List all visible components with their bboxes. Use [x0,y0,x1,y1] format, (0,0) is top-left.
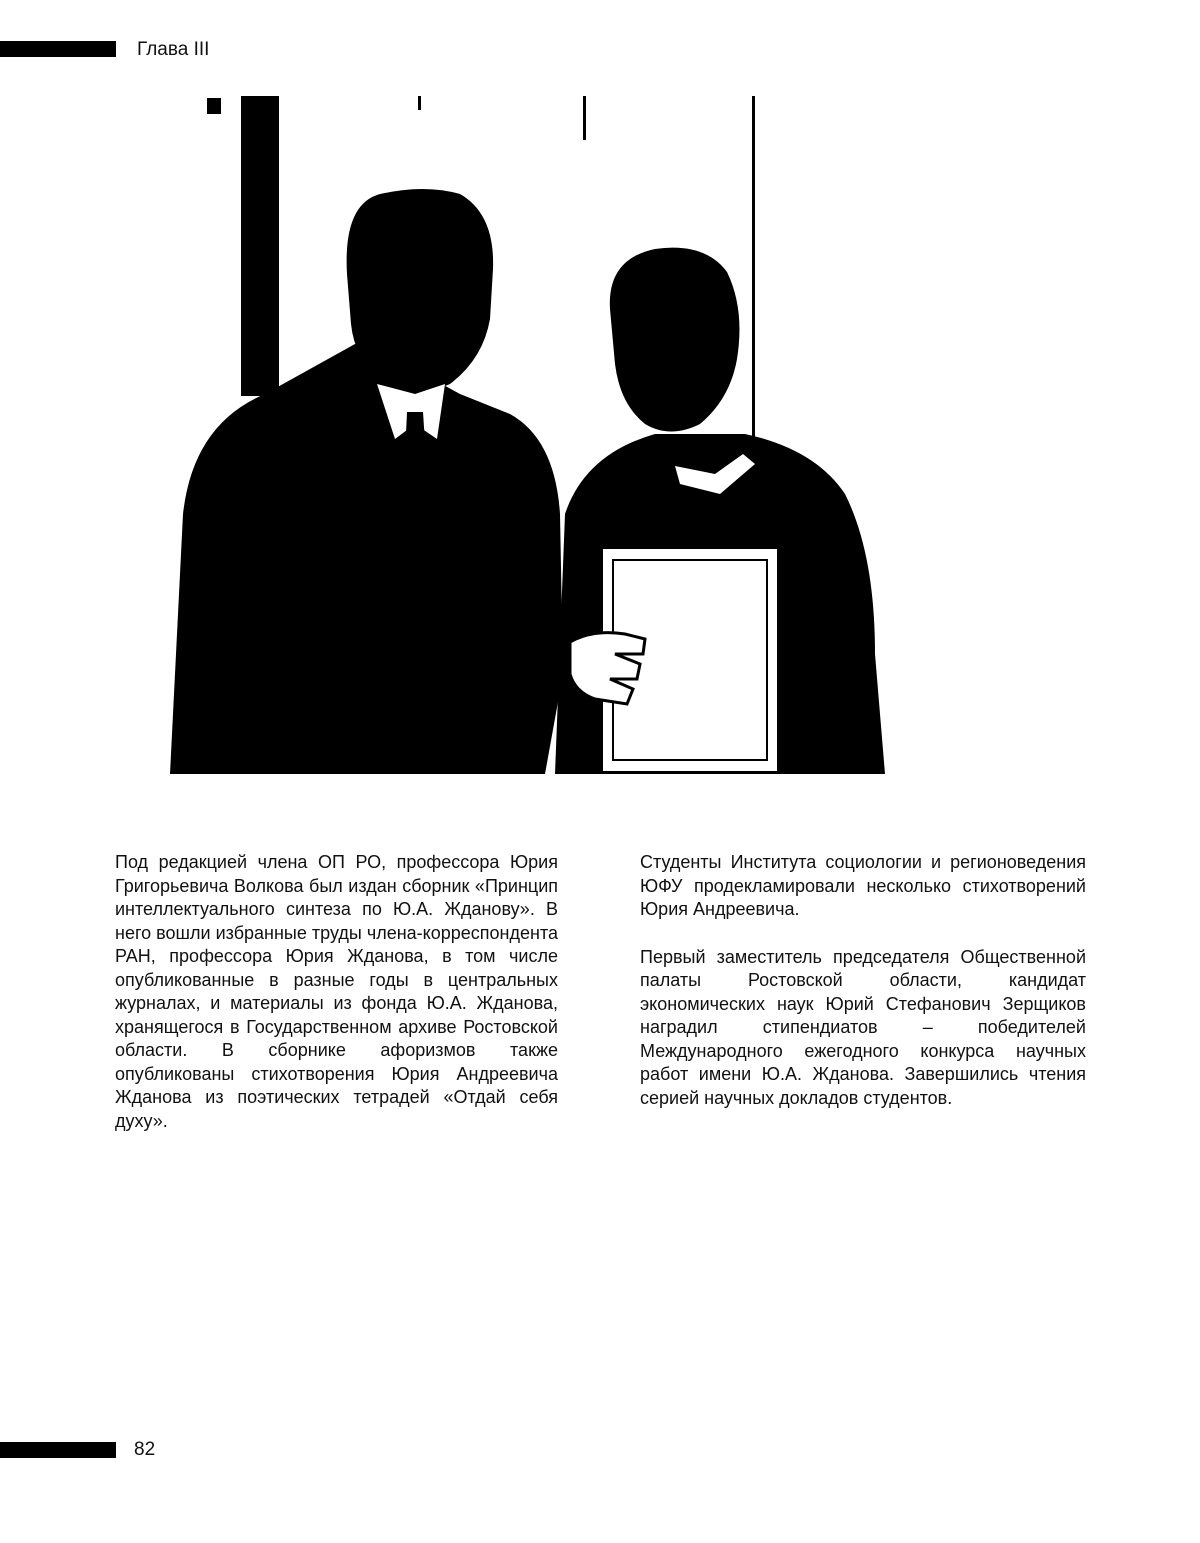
photo-right-man-head [610,248,740,432]
paragraph: Под редакцией члена ОП РО, профессора Юрия Григорьевича Волкова был издан сборник «Принцип интеллектуального синтеза по Ю.А. Жданову». В него вошли избранные труды члена-корреспондента РАН, профессора Юрия Жданова, в том числе опубликованные в разные годы в центральных журналах, и материалы из фонда Ю.А. Жданова, хранящегося в Государственном архиве Ростовской области. В сборнике афоризмов также опубликованы стихотворения Юрия Андреевича Жданова из поэтических тетрадей «Отдай себя духу». [115,852,558,1131]
running-head-chapter: Глава III [137,39,210,60]
photo-left-man-suit [170,344,563,774]
photo-certificate-inner [613,560,767,760]
footer-rule [0,1442,116,1458]
photo-pole-right [752,96,755,451]
photo-pole-thin-1 [418,96,421,110]
paragraph: Студенты Института социологии и регионоведения ЮФУ продекламировали несколько стихотворений Юрия Андреевича. [640,852,1086,919]
header-rule [0,41,116,57]
photo-two-men-with-certificate [115,94,897,774]
page-number: 82 [134,1439,156,1460]
text-column-right [640,851,1086,1134]
paragraph: Первый заместитель председателя Общественной палаты Ростовской области, кандидат экономических наук Юрий Стефанович Зерщиков наградил стипендиатов – победителей Международного ежегодного конкурса научных работ имени Ю.А. Жданова. Завершились чтения серией научных докладов студентов. [640,946,1086,1108]
photo-pole-mark [207,98,221,114]
photo-pole-thin-2 [583,96,586,140]
photo-left-man-head [347,189,493,392]
photo-pole-left [241,96,279,396]
text-column-left [115,851,558,1157]
